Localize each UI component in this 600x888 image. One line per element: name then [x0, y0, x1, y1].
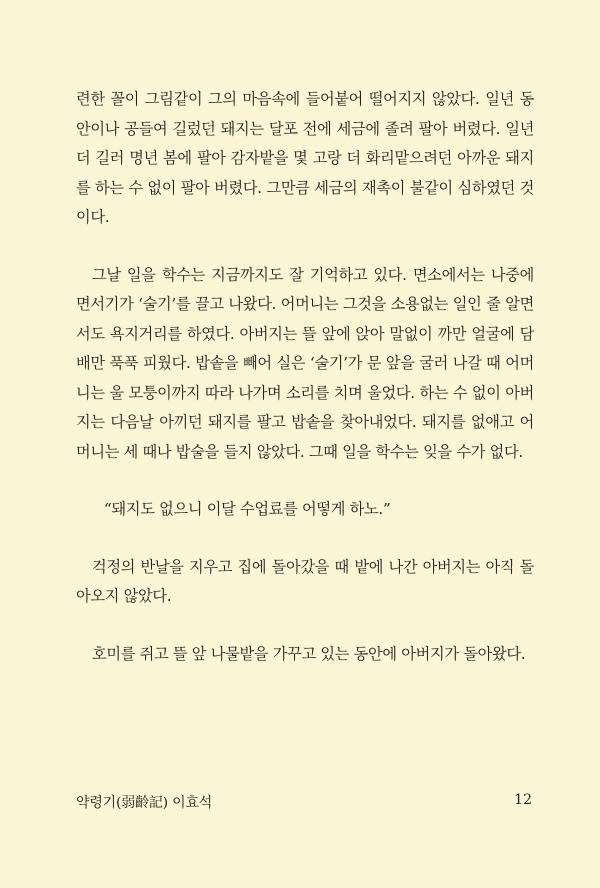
- body-text: [76, 85, 534, 697]
- dialogue-line: “돼지도 없으니 이달 수업료를 어떻게 하노.”: [104, 500, 391, 518]
- page-number: 12: [514, 792, 532, 808]
- paragraph: 련한 꼴이 그림같이 그의 마음속에 들어붙어 떨어지지 않았다. 일년 동안이나 공들여 길렀던 돼지는 달포 전에 세금에 졸려 팔아 버렸다. 일년 더 길러 명년 봄에 팔아 감자밭을 몇 고랑 더 화리맡으려던 아까운 돼지를 하는 수 없이 팔아 버렸다. 그만큼 세금의 재촉이 불같이 심하였던 것이다.: [76, 90, 534, 226]
- paragraph: 걱정의 반날을 지우고 집에 돌아갔을 때 밭에 나간 아버지는 아직 돌아오지 않았다.: [76, 557, 534, 605]
- footer-book-title: 약령기(弱齡記) 이효석: [76, 795, 213, 811]
- paragraph: 호미를 쥐고 뜰 앞 나물밭을 가꾸고 있는 동안에 아버지가 돌아왔다.: [92, 644, 526, 663]
- paragraph: 그날 일을 학수는 지금까지도 잘 기억하고 있다. 면소에서는 나중에 면서기가 ‘술기’를 끌고 나왔다. 어머니는 그것을 소용없는 일인 줄 알면서도 욕지거리를 하였다. 아버지는 뜰 앞에 앉아 말없이 까만 얼굴에 담배만 푹푹 피웠다. 밥솥을 빼어 실은 ‘술기’가 문 앞을 굴러 나갈 때 어머니는 울 모퉁이까지 따라 나가며 소리를 치며 울었다. 하는 수 없이 아버지는 다음날 아끼던 돼지를 팔고 밥솥을 찾아내었다. 돼지를 없애고 어머니는 세 때나 밥술을 들지 않았다. 그때 일을 학수는 잊을 수가 없다.: [76, 265, 534, 461]
